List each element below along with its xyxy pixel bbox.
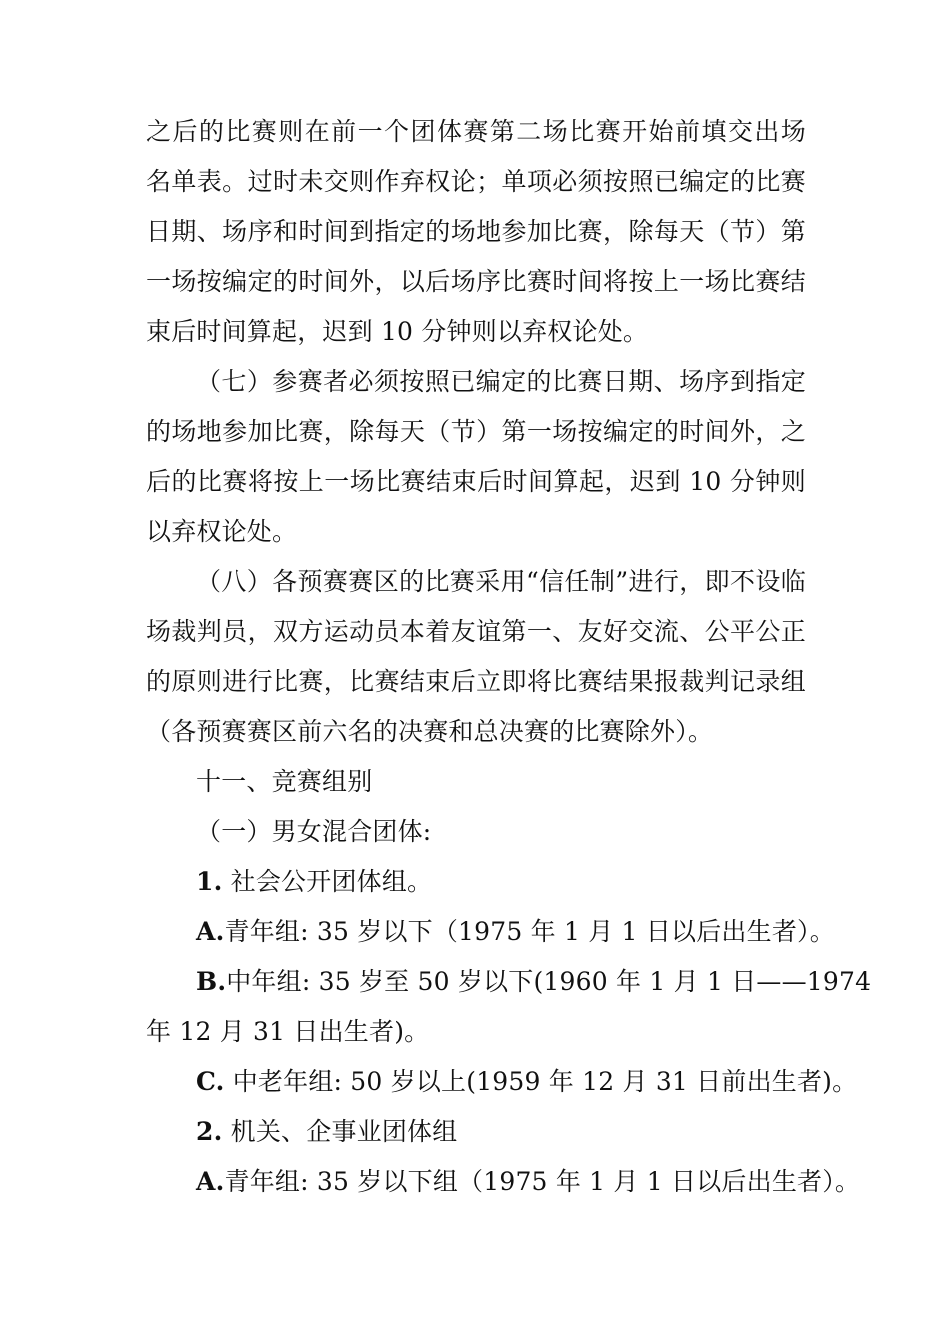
group-title-text: 机关、企事业团体组 xyxy=(230,1117,458,1146)
group-item xyxy=(196,967,872,997)
paragraph-line: 的原则进行比赛，比赛结束后立即将比赛结果报裁判记录组 xyxy=(146,667,806,696)
group-item-continuation: 年 12 月 31 日出生者)。 xyxy=(146,1017,430,1046)
paragraph-line: 一场按编定的时间外，以后场序比赛时间将按上一场比赛结 xyxy=(146,267,806,296)
paragraph-line: 束后时间算起，迟到 10 分钟则以弃权论处。 xyxy=(146,317,649,346)
item-text: 中年组: 35 岁至 50 岁以下(1960 年 1 月 1 日——1974 xyxy=(226,967,872,996)
paragraph-line: 后的比赛将按上一场比赛结束后时间算起，迟到 10 分钟则 xyxy=(146,467,806,496)
paragraph-line: 的场地参加比赛，除每天（节）第一场按编定的时间外，之 xyxy=(146,417,806,446)
paragraph-line: 场裁判员，双方运动员本着友谊第一、友好交流、公平公正 xyxy=(146,617,806,646)
paragraph-line: 之后的比赛则在前一个团体赛第二场比赛开始前填交出场 xyxy=(146,117,806,146)
group-item xyxy=(196,917,835,947)
group-number: 1. xyxy=(196,867,223,896)
group-title-text: 社会公开团体组。 xyxy=(230,867,433,896)
item-label: A. xyxy=(196,1167,225,1196)
group-title xyxy=(196,1117,806,1147)
item-label: A. xyxy=(196,917,225,946)
item-label: B. xyxy=(196,967,227,996)
group-number: 2. xyxy=(196,1117,223,1146)
paragraph-line: （各预赛赛区前六名的决赛和总决赛的比赛除外）。 xyxy=(146,717,714,746)
paragraph-line: 日期、场序和时间到指定的场地参加比赛，除每天（节）第 xyxy=(146,217,806,246)
section-heading: 十一、竞赛组别 xyxy=(196,767,373,796)
group-title xyxy=(196,867,806,897)
group-item xyxy=(196,1167,861,1197)
item-label: C. xyxy=(196,1067,225,1096)
item-text: 青年组: 35 岁以下组（1975 年 1 月 1 日以后出生者）。 xyxy=(224,1167,861,1196)
paragraph-line: 名单表。过时未交则作弃权论；单项必须按照已编定的比赛 xyxy=(146,167,806,196)
subsection-heading: （一）男女混合团体: xyxy=(196,817,432,846)
paragraph-line: 以弃权论处。 xyxy=(146,517,298,546)
item-text: 青年组: 35 岁以下（1975 年 1 月 1 日以后出生者）。 xyxy=(224,917,835,946)
paragraph-line: （七）参赛者必须按照已编定的比赛日期、场序到指定 xyxy=(196,367,806,396)
group-item xyxy=(196,1067,858,1097)
item-text: 中老年组: 50 岁以上(1959 年 12 月 31 日前出生者)。 xyxy=(232,1067,858,1096)
paragraph-line: （八）各预赛赛区的比赛采用“信任制”进行，即不设临 xyxy=(196,567,806,596)
